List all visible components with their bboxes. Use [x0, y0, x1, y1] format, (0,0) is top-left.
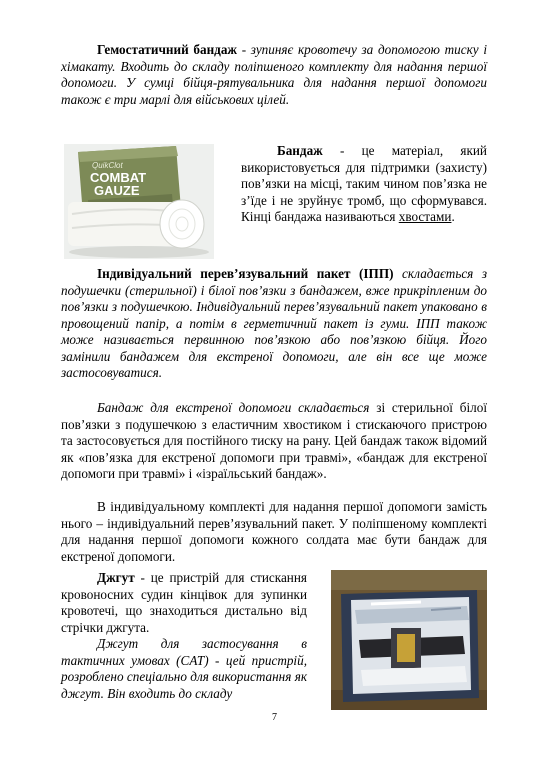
text-emergency-bandage: зі стерильної білої пов’язки з подушечкою з еластичним хвостиком і стискаючого пристрою та застосовується для постійного тиску на рану. Цей бандаж також відомий як «пов’язка для екстреної допомоги при травмі», «бандаж для екстреної допомоги при травмі» і «ізраїльський бандаж».	[61, 400, 487, 481]
heading-ipp: Індивідуальний перев’язувальний пакет (ІПП)	[97, 266, 394, 281]
text-bandage: - це матеріал, який використовується для підтримки (захисту) пов’язки на місці, таким чином пов’язка не з’їде і не зруйнує тромб, що сформувався. Кінці бандажа називаються	[241, 143, 487, 224]
page-number: 7	[272, 712, 277, 723]
term-tails: хвостами	[398, 209, 452, 224]
text-individual-kit: В індивідуальному комплекті для надання першої допомоги замість нього – індивідуальний перев’язувальний пакет. У поліпшеному комплекті для надання першої допомоги кожного солдата має бути бандаж для екстреної допомоги.	[61, 499, 487, 564]
tourniquet-image	[331, 570, 487, 710]
paragraph-cat	[61, 636, 307, 702]
text-ipp: складається з подушечки (стерильної) і білої пов’язки з бандажем, вже прикріпленим до пов’язки з подушечкою. Індивідуальний перев’язувальний пакет упаковано в провощений папір, а потім в герметичний пакет із гуми. ІПП також може називається первинною пов’язкою або пов’язкою бійця. Його замінили бандажем для екстреної допомоги, але він все ще може застосовуватися.	[61, 266, 487, 380]
term-tourniquet: Джгут	[97, 570, 135, 585]
paragraph-bandage	[241, 143, 487, 226]
term-bandage: Бандаж	[277, 143, 323, 158]
text-emergency-bandage-italic: Бандаж для екстреної допомоги складається	[97, 400, 370, 415]
text-bandage-end: .	[451, 209, 455, 224]
figure-line2-label: GAUZE	[94, 183, 140, 198]
text-cat: Джгут для застосування в тактичних умовах (CAT) - цей пристрій, розроблено спеціально для використання як джгут. Він входить до складу	[61, 636, 307, 701]
paragraph-emergency-bandage	[61, 400, 487, 483]
paragraph-tourniquet	[61, 570, 307, 636]
combat-gauze-image	[64, 144, 214, 259]
figure-line1-label: COMBAT	[90, 170, 147, 185]
text-tourniquet: - це пристрій для стискання кровоносних судин кінцівок для зупинки кровотечі, що знаходиться дистально від стрічки джгута.	[61, 570, 307, 635]
paragraph-ipp	[61, 266, 487, 382]
text-hemostatic-bandage: - зупиняє кровотечу за допомогою тиску і хімакату. Входить до складу поліпшеного комплекту для надання першої допомоги. У сумці бійця-рятувальника для надання першої допомоги також є три марлі для військових цілей.	[61, 42, 487, 107]
term-hemostatic-bandage: Гемостатичний бандаж	[97, 42, 237, 57]
paragraph-hemostatic-bandage	[61, 42, 487, 108]
figure-brand-label: QuikClot	[92, 161, 123, 170]
paragraph-individual-kit	[61, 499, 487, 565]
